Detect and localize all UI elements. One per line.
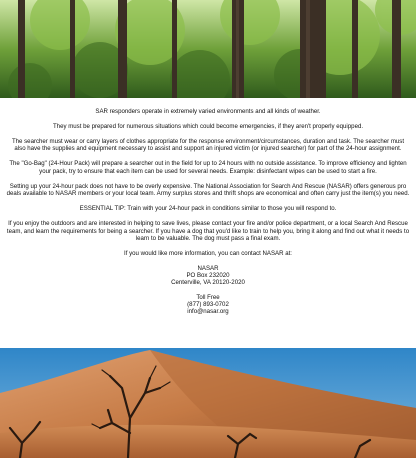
- paragraph: They must be prepared for numerous situations which could become emergencies, if they aren't properly equipped.: [52, 123, 364, 130]
- forest-photo: [0, 0, 416, 98]
- paragraph: Setting up your 24-hour pack does not have to be overly expensive. The National Association for Search And Rescue (NASAR) offers generous pro deals available to NASAR members or your local team. Army surplus stores and thrift shops are economical and often carry just the item(s) you need.: [6, 182, 410, 198]
- article-body: [6, 108, 410, 315]
- contact-pobox: PO Box 232020: [186, 272, 230, 280]
- contact-phone: (877) 893-0702: [187, 300, 229, 308]
- desert-photo: [0, 348, 416, 458]
- paragraph: SAR responders operate in extremely varied environments and all kinds of weather.: [95, 108, 321, 115]
- paragraph: If you would like more information, you can contact NASAR at:: [124, 250, 292, 258]
- contact-email[interactable]: info@nasar.org: [187, 308, 229, 316]
- paragraph: The "Go-Bag" (24-Hour Pack) will prepare a searcher out in the field for up to 24 hours with no outside assistance. To improve efficiency and lighten your pack, try to ensure that each item can be used for several needs. Example: disinfectant wipes can be used to start a fire.: [9, 160, 407, 175]
- contact-tollfree-label: Toll Free: [196, 293, 220, 301]
- essential-tip: ESSENTIAL TIP: Train with your 24-hour pack in conditions similar to those you will respond to.: [79, 205, 337, 213]
- contact-city: Centerville, VA 20120-2020: [171, 279, 245, 287]
- contact-block: [6, 265, 410, 315]
- contact-org: NASAR: [197, 265, 219, 273]
- paragraph: If you enjoy the outdoors and are interested in helping to save lives, please contact your fire and/or police department, or a local Search And Rescue team, and learn the requirements for being a searcher. If you have a dog that you'd like to train to help you, bring it along and find out what it needs to learn to be valuable. The dog must pass a final exam.: [6, 220, 410, 243]
- paragraph: The searcher must wear or carry layers of clothes appropriate for the response environment/circumstances, duration and task. The searcher must also have the supplies and equipment necessary to assist and support an injured victim (or injured searcher) for part of the 24-hour assignment.: [11, 138, 405, 153]
